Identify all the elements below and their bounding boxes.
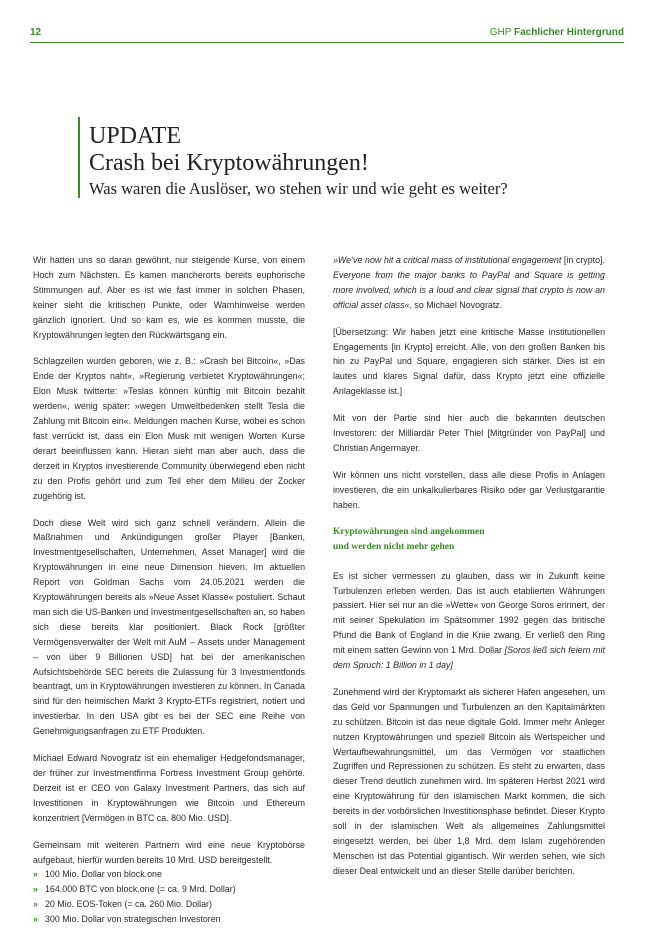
- paragraph-headlines: Schlagzeilen wurden geboren, wie z. B.: »Crash bei Bitcoin«, »Das Ende der Kryptos naht«, »Regierung verbietet Kryptowährungen«; Elon Musk twitterte: »Teslas können künftig mit Bitcoin bezahlt werden«, wenig später: »wegen Umweltbedenken stellt Tesla die Zahlung mit Bitcoin ein«. Meldungen machen Kurse, wobei es schon fast verrückt ist, dass ein Elon Musk mit wenigen Worten Kurse derart beeinflussen kann. Hieran sieht man aber auch, dass die derzeit in Kryptos investierende Community überwiegend eben nicht zu den Profis gehört und zum Teil eher dem Milieu der Zocker zugehörig ist.: [33, 356, 305, 501]
- paragraph-safe-haven: Zunehmend wird der Kryptomarkt als sicherer Hafen angesehen, um das Geld vor Spannungen und Turbulenzen an den Kapitalmärkten zu schützen. Bitcoin ist das neue digitale Gold. Immer mehr Anleger nutzen Kryptowährungen und speziell Bitcoin als Wertspeicher und Wertaufbewahrungsmittel, um das Vermögen vor staatlichen Zugriffen und Repressionen zu schützen. Es steht zu erwarten, dass dieser Trend deutlich zunehmen wird. Im späteren Herbst 2021 wird eine Kryptowährung für den islamischen Markt kommen, die sich bereits in der vorbörslichen Investitionsphase befindet. Dieser Krypto soll in der islamischen Welt als allgemeines Zahlungsmittel eingesetzt werden, bei über 1,8 Mrd. dem Islam zugehörenden Menschen ist das Potential gigantisch. Wir werden sehen, wie sich dieser Deal entwickelt und an dieser Stelle darüber berichten.: [333, 686, 605, 876]
- article-subheadline: Was waren die Auslöser, wo stehen wir und wie geht es weiter?: [89, 178, 508, 198]
- bullet-icon: »: [33, 914, 38, 925]
- paragraph-investors: Mit von der Partie sind hier auch die bekannten deutschen Investoren: der Milliardär Peter Thiel [Mitgründer von PayPal] und Christian Angermayer.: [333, 413, 605, 453]
- article-kicker: UPDATE: [89, 123, 182, 149]
- list-item: [33, 912, 305, 927]
- paragraph-intro: Wir hatten uns so daran gewöhnt, nur steigende Kurse, von einem Hoch zum Nächsten. Es kamen mancherorts bereits euphorische Stimmungen auf. Aber es ist wie fast immer in solchen Phasen, keiner sieht die kritischen Punkte, oder Warnhinweise werden gänzlich ignoriert. Und so kam es, wie es kommen musste, die Kryptowährungen legten den Rückwärtsgang ein.: [33, 255, 305, 340]
- running-header-brand: GHP: [489, 27, 512, 38]
- list-item-text: 300 Mio. Dollar von strategischen Investoren: [45, 914, 221, 925]
- page-number: 12: [30, 27, 42, 38]
- paragraph-novogratz: Michael Edward Novogratz ist ein ehemaliger Hedgefondsmanager, der früher zur Investmentfirma Fortress Investment Group gehörte. Derzeit ist er CEO von Galaxy Investment Partners, das sich auf Investitionen in Kryptowährungen wie Bitcoin und Ethereum konzentriert [Vermögen in BTC ca. 800 Mio. USD].: [33, 753, 305, 823]
- soros-quote: [Soros ließ sich feiern mit dem Spruch: 1 Billion in 1 day]: [333, 645, 605, 671]
- paragraph-profis: Wir können uns nicht vorstellen, dass alle diese Profis in Anlagen investieren, die ein unkalkulierbares Risiko oder gar Verlustgarantie haben.: [333, 469, 605, 510]
- bullet-icon: »: [33, 899, 38, 910]
- title-accent-bar: [78, 117, 80, 198]
- list-item-text: 20 Mio. EOS-Token (= ca. 260 Mio. Dollar): [45, 899, 212, 910]
- running-header-section: Fachlicher Hintergrund: [513, 27, 624, 38]
- quote-bracket: [in crypto]: [561, 255, 603, 265]
- section-subheading-line-1: Kryptowährungen sind angekommen: [333, 526, 485, 537]
- list-item-text: 164.000 BTC von block.one (= ca. 9 Mrd. Dollar): [45, 884, 236, 895]
- section-subheading: [333, 525, 605, 555]
- paragraph-big-players: Doch diese Welt wird sich ganz schnell verändern. Allein die Maßnahmen und Ankündigungen großer Player [Banken, Investmentgesellschaften, Unternehmen, Asset Manager] wird die Kryptowährungen in eine neue Dimension hieven. Im aktuellen Report von Goldman Sachs vom 24.05.2021 werden die Kryptowährungen bereits als »Neue Asset Klasse« postuliert. Schaut man sich die US-Banken und Investmentgesellschaften an, so haben sich diese bereits klar positioniert. Black Rock [größter Vermögensverwalter der Welt mit AuM – Assets under Management – von über 9 Billionen USD] hat bei der amerikanischen Aufsichtsbehörde SEC bereits die Zulassung für 3 Investmentfonds beantragt, um in Kryptowährungen investieren zu können. In Canada sind für den heimischen Markt 3 Krypto-ETFs registriert, notiert und investierbar. In den USA gibt es bei der SEC eine Reihe von Genehmigungsanfragen zu ETF Produkten.: [33, 517, 305, 737]
- list-item: [33, 882, 305, 897]
- list-item: [33, 897, 305, 912]
- quote-text-1: »We’ve now hit a critical mass of institutional engagement: [333, 255, 562, 265]
- section-subheading-line-2: und werden nicht mehr gehen: [333, 541, 455, 552]
- left-column: [33, 253, 305, 927]
- paragraph-soros: [333, 569, 605, 673]
- right-column: [333, 253, 605, 879]
- bullet-icon: »: [33, 884, 38, 895]
- funding-list: [33, 867, 305, 927]
- list-item-text: 100 Mio. Dollar von block.one: [45, 869, 162, 880]
- soros-text: Es ist sicher vermessen zu glauben, dass wir in Zukunft keine Turbulenzen erleben werden. Das ist auch etablierten Währungen passiert. Hier sei nur an die »Wette« von George Soros erinnert, der mit seiner Spekulation im Spätsommer 1992 gegen das britische Pfund die Bank of England in die Knie zwang. Er verließ den Ring mit einem satten Gewinn von 1 Mrd. Dollar: [333, 570, 605, 656]
- article-headline: Crash bei Kryptowährungen!: [89, 149, 369, 176]
- list-item: [33, 867, 305, 882]
- quote-attribution: , so Michael Novogratz.: [409, 299, 503, 310]
- header-divider: [30, 42, 624, 43]
- paragraph-exchange: Gemeinsam mit weiteren Partnern wird eine neue Kryptobörse aufgebaut, hierfür wurden bereits 10 Mrd. USD bereitgestellt.: [33, 839, 305, 865]
- paragraph-translation: [Übersetzung: Wir haben jetzt eine kritische Masse institutionellen Engagements [in Krypto] erreicht. Alle, von den großen Banken bis hin zu PayPal und Square, engagieren sich stärker. Dies ist ein lautes und klares Signal dafür, dass Krypto jetzt eine offizielle Anlageklasse ist.]: [333, 326, 605, 397]
- bullet-icon: »: [33, 869, 38, 880]
- article-title-block: [78, 117, 618, 197]
- quote-text-2: . Everyone from the major banks to PayPal and Square is getting more involved, which is a loud and clear signal that crypto is now an official asset class«: [333, 255, 605, 310]
- running-header: [490, 27, 624, 38]
- paragraph-quote: [333, 253, 605, 313]
